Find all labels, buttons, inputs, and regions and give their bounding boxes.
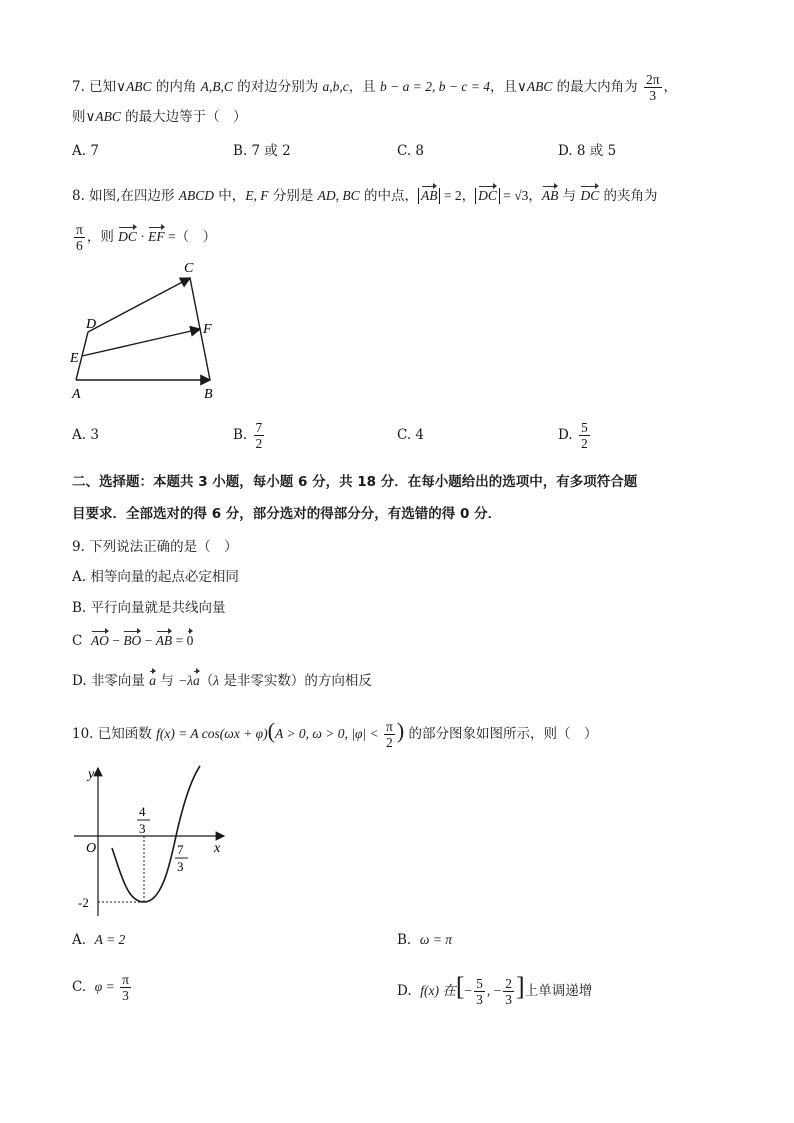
q10-stem: 10. 已知函数 f(x) = A cos(ωx + φ)(A > 0, ω > 0, |φ| < $\frac{\pi}{2}$ ) 的部分图象如图所示，则（ ） xyxy=(72,718,598,750)
segment-dc xyxy=(88,278,190,332)
q7-option-b[interactable]: B. 7 或 2 xyxy=(233,143,291,159)
segment-ef xyxy=(82,329,200,356)
y-axis-label: y xyxy=(88,767,95,782)
q10-option-d[interactable]: D. f(x) 在[− $\frac{5}{3}$ , − $\frac{2}{3}$ ]上单调递增 xyxy=(397,972,593,1007)
x-axis-label: x xyxy=(214,841,221,856)
q9-option-a[interactable]: A. 相等向量的起点必定相同 xyxy=(72,569,239,585)
q7-option-d[interactable]: D. 8 或 5 xyxy=(558,143,617,159)
q8-option-a[interactable]: A. 3 xyxy=(72,427,99,443)
label-d: D xyxy=(86,317,97,332)
cosine-curve xyxy=(112,766,200,902)
label-a: A xyxy=(72,387,81,402)
q10-option-a[interactable]: A. A = 2 xyxy=(72,932,126,948)
q9-option-c[interactable]: C AO − BO − AB = 0 xyxy=(72,633,194,649)
origin-label: O xyxy=(86,841,97,856)
section2-header-line1: 二、选择题：本题共 3 小题，每小题 6 分，共 18 分．在每小题给出的选项中，有多项符合题 xyxy=(72,474,638,490)
q7-option-c[interactable]: C. 8 xyxy=(397,143,425,159)
q8-option-c[interactable]: C. 4 xyxy=(397,427,425,443)
q10-option-b[interactable]: B. ω = π xyxy=(397,932,452,948)
min-value-label: -2 xyxy=(78,895,89,910)
q8-option-d[interactable]: D. $\frac{5}{2}$ xyxy=(558,420,588,451)
q7-option-a[interactable]: A. 7 xyxy=(72,143,99,159)
q7-line1: 7. 已知∨ABC 的内角 A,B,C 的对边分别为 a,b,c，且 b − a = 2, b − c = 4，且∨ABC 的最大内角为 $\frac{2\pi}{3}$ ， xyxy=(72,72,678,103)
tick1-num: 4 xyxy=(139,804,146,819)
q8-angle-fraction: $\frac{\pi}{6}$ xyxy=(76,222,83,253)
q8-quadrilateral-figure xyxy=(66,258,226,402)
q8-option-b[interactable]: B. $\frac{7}{2}$ xyxy=(233,420,263,451)
tick2-num: 7 xyxy=(177,842,184,857)
section2-header-line2: 目要求．全部选对的得 6 分，部分选对的得部分分，有选错的得 0 分． xyxy=(72,506,502,522)
label-c: C xyxy=(184,261,194,276)
q8-line1: 8. 如图,在四边形 ABCD 中，E, F 分别是 AD, BC 的中点， AB = 2， DC = √3，AB 与 DC 的夹角为 xyxy=(72,188,658,204)
label-f: F xyxy=(203,322,212,337)
q10-option-c[interactable]: C. φ = $\frac{\pi}{3}$ xyxy=(72,972,129,1003)
q10-function-graph xyxy=(66,760,236,920)
tick1-den: 3 xyxy=(139,821,146,836)
q9-option-b[interactable]: B. 平行向量就是共线向量 xyxy=(72,600,226,616)
q9-stem: 9. 下列说法正确的是（ ） xyxy=(72,539,238,555)
q8-line2: $\frac{\pi}{6}$ ，则 DC · EF =（ ） xyxy=(76,222,217,253)
q7-angle-fraction: $\frac{2\pi}{3}$ xyxy=(645,72,660,103)
q7-line2: 则∨ABC 的最大边等于（ ） xyxy=(72,109,247,125)
tick2-den: 3 xyxy=(177,859,184,874)
q9-option-d[interactable]: D. 非零向量 a 与 −λa（λ 是非零实数）的方向相反 xyxy=(72,673,372,689)
label-b: B xyxy=(204,387,213,402)
label-e: E xyxy=(70,351,79,366)
